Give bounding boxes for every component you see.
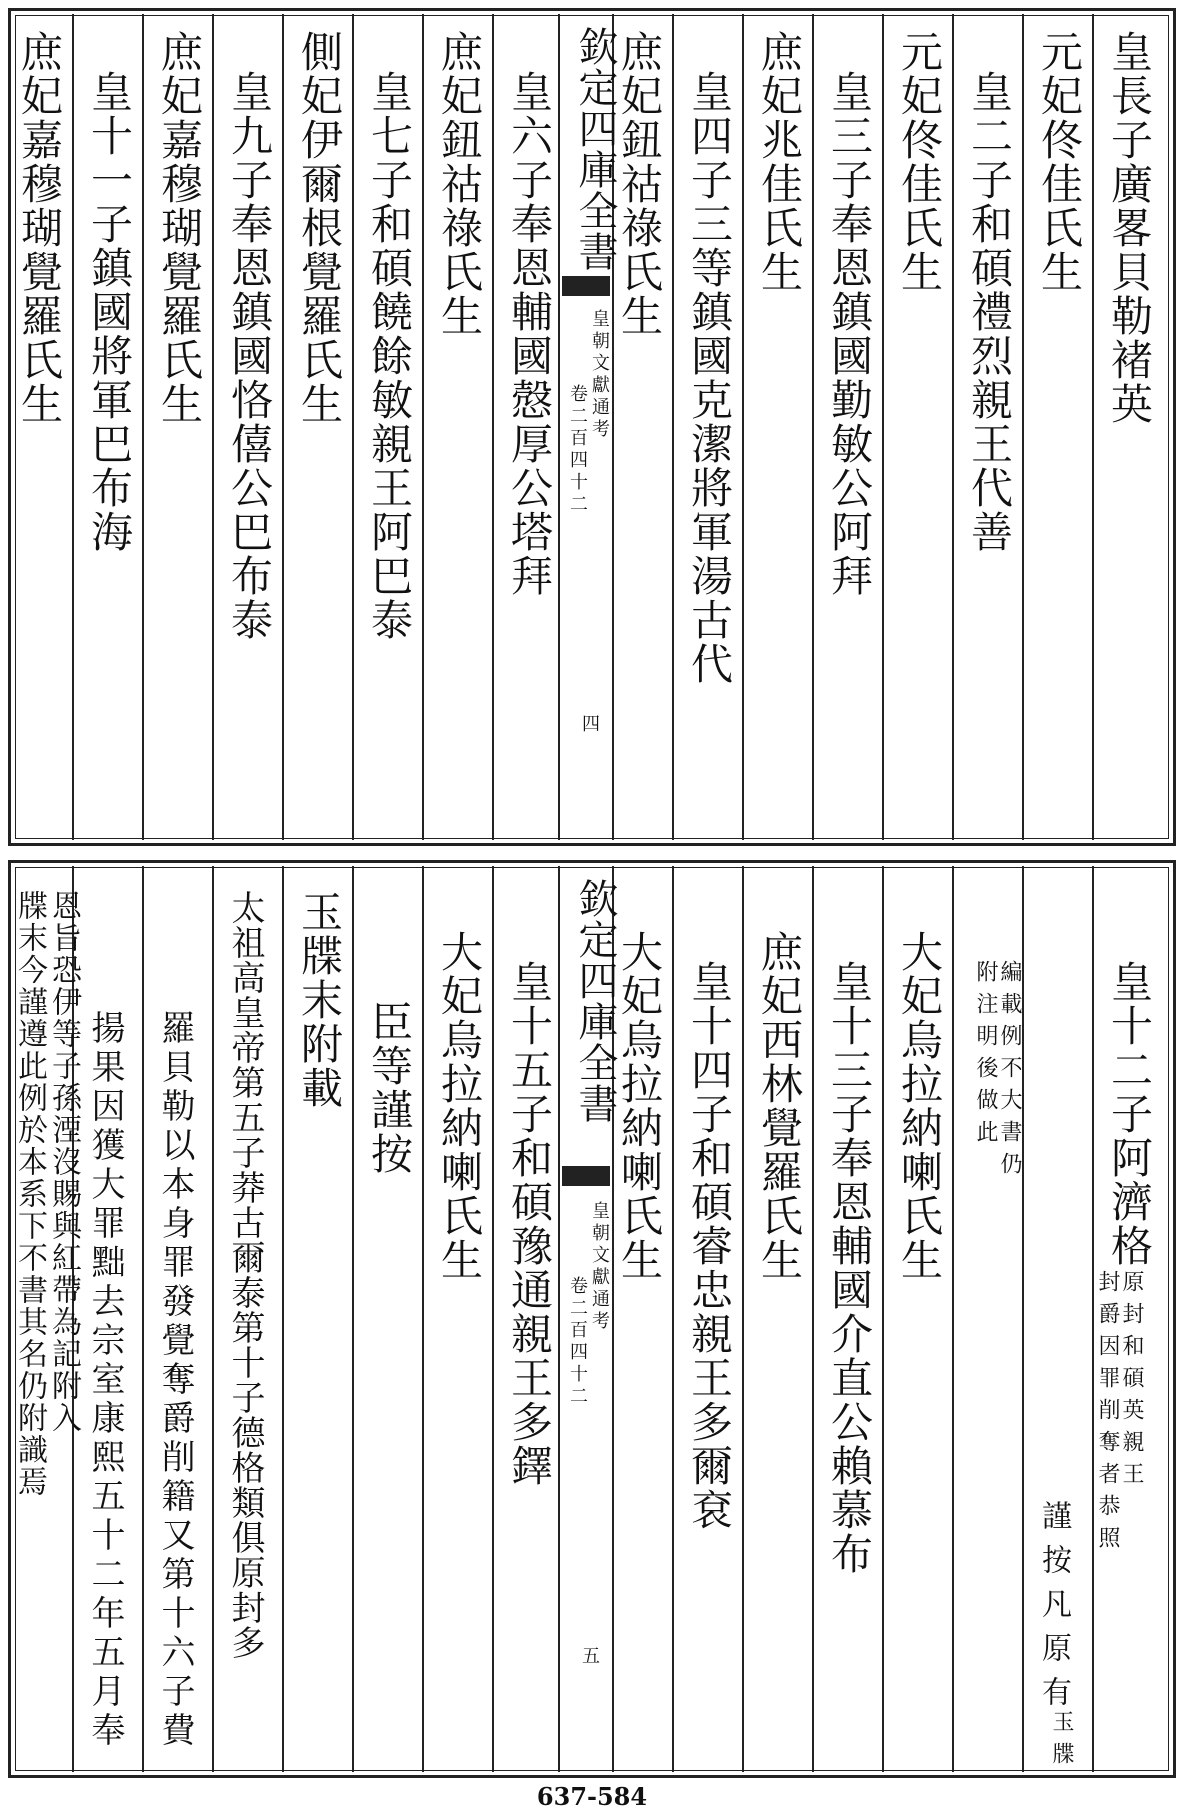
column-rule [812, 866, 814, 1772]
text-column: 庶妃西林覺羅氏生 [755, 930, 804, 1282]
text-column: 皇六子奉恩輔國慤厚公塔拜 [505, 70, 554, 598]
column-rule [812, 14, 814, 840]
column-rule [1022, 866, 1024, 1772]
text-column: 皇三子奉恩鎮國勤敏公阿拜 [825, 70, 874, 598]
annotation-note: 封爵因罪削奪者恭照 [1095, 1270, 1120, 1558]
column-rule [422, 866, 424, 1772]
column-rule [72, 14, 74, 840]
text-column: 臣等謹按 [365, 1000, 414, 1176]
folio-number: 五 [579, 1646, 600, 1664]
source-title: 皇朝文獻通考 [589, 1201, 610, 1333]
column-rule [212, 866, 214, 1772]
column-rule [142, 866, 144, 1772]
column-rule [352, 14, 354, 840]
annotation-note: 原封和碩英親王 [1119, 1270, 1144, 1494]
column-rule [882, 866, 884, 1772]
annotation-note: 附注明後做此 [973, 960, 998, 1152]
text-column: 元妃佟佳氏生 [895, 30, 944, 294]
column-rule [1092, 866, 1094, 1772]
fish-tail-mark [562, 276, 610, 296]
column-rule [492, 14, 494, 840]
fish-tail-mark [562, 1166, 610, 1186]
text-column: 大妃烏拉納喇氏生 [615, 930, 664, 1282]
text-column: 大妃烏拉納喇氏生 [435, 930, 484, 1282]
column-rule [672, 14, 674, 840]
text-column: 太祖高皇帝第五子莽古爾泰第十子德格類俱原封多 [225, 890, 265, 1660]
column-rule [672, 866, 674, 1772]
text-column: 庶妃鈕祜祿氏生 [435, 30, 484, 338]
text-column: 皇九子奉恩鎮國恪僖公巴布泰 [225, 70, 274, 642]
center-fold-top [558, 14, 618, 840]
text-column: 庶妃嘉穆瑚覺羅氏生 [15, 30, 64, 426]
column-rule [492, 866, 494, 1772]
column-rule [1022, 14, 1024, 840]
text-column: 皇十二子阿濟格 [1105, 960, 1154, 1268]
volume-number: 卷二百四十二 [567, 1276, 588, 1408]
text-column: 羅貝勒以本身罪發覺奪爵削籍又第十六子費 [155, 1010, 195, 1751]
column-rule [882, 14, 884, 840]
column-rule [142, 14, 144, 840]
text-column: 庶妃兆佳氏生 [755, 30, 804, 294]
book-title: 欽定四庫全書 [572, 878, 618, 1124]
center-fold-bottom [558, 866, 618, 1772]
text-column: 皇二子和碩禮烈親王代善 [965, 70, 1014, 554]
column-rule [212, 14, 214, 840]
column-rule [1092, 14, 1094, 840]
text-column: 牒末今謹遵此例於本系下不書其名仍附識焉 [12, 890, 47, 1498]
column-rule [952, 14, 954, 840]
text-column: 皇四子三等鎮國克潔將軍湯古代 [685, 70, 734, 686]
annotation-note: 玉牒 [1049, 1710, 1074, 1774]
column-rule [742, 14, 744, 840]
column-rule [352, 866, 354, 1772]
text-column: 皇十一子鎮國將軍巴布海 [85, 70, 134, 554]
column-rule [742, 866, 744, 1772]
column-rule [952, 866, 954, 1772]
folio-number: 四 [579, 714, 600, 732]
text-column: 皇長子廣畧貝勒褚英 [1105, 30, 1154, 426]
text-column: 恩旨恐伊等子孫湮沒賜與紅帶為記附入 [46, 890, 81, 1434]
annotation-note: 編載例不大書仍 [997, 960, 1022, 1184]
column-rule [282, 866, 284, 1772]
book-title: 欽定四庫全書 [572, 26, 618, 272]
text-column: 皇十四子和碩睿忠親王多爾袞 [685, 960, 734, 1532]
text-column: 元妃佟佳氏生 [1035, 30, 1084, 294]
page-number: 637-584 [536, 1782, 648, 1811]
text-column: 皇十三子奉恩輔國介直公賴慕布 [825, 960, 874, 1576]
text-column: 皇七子和碩饒餘敏親王阿巴泰 [365, 70, 414, 642]
text-column: 庶妃嘉穆瑚覺羅氏生 [155, 30, 204, 426]
column-rule [282, 14, 284, 840]
column-rule [422, 14, 424, 840]
volume-number: 卷二百四十二 [567, 384, 588, 516]
text-column: 揚果因獲大罪黜去宗室康熙五十二年五月奉 [85, 1010, 125, 1751]
text-column: 庶妃鈕祜祿氏生 [615, 30, 664, 338]
text-column: 大妃烏拉納喇氏生 [895, 930, 944, 1282]
text-column: 玉牒末附載 [295, 890, 344, 1110]
text-column: 皇十五子和碩豫通親王多鐸 [505, 960, 554, 1488]
text-column: 側妃伊爾根覺羅氏生 [295, 30, 344, 426]
text-column: 謹按凡原有 [1036, 1500, 1071, 1720]
source-title: 皇朝文獻通考 [589, 309, 610, 441]
